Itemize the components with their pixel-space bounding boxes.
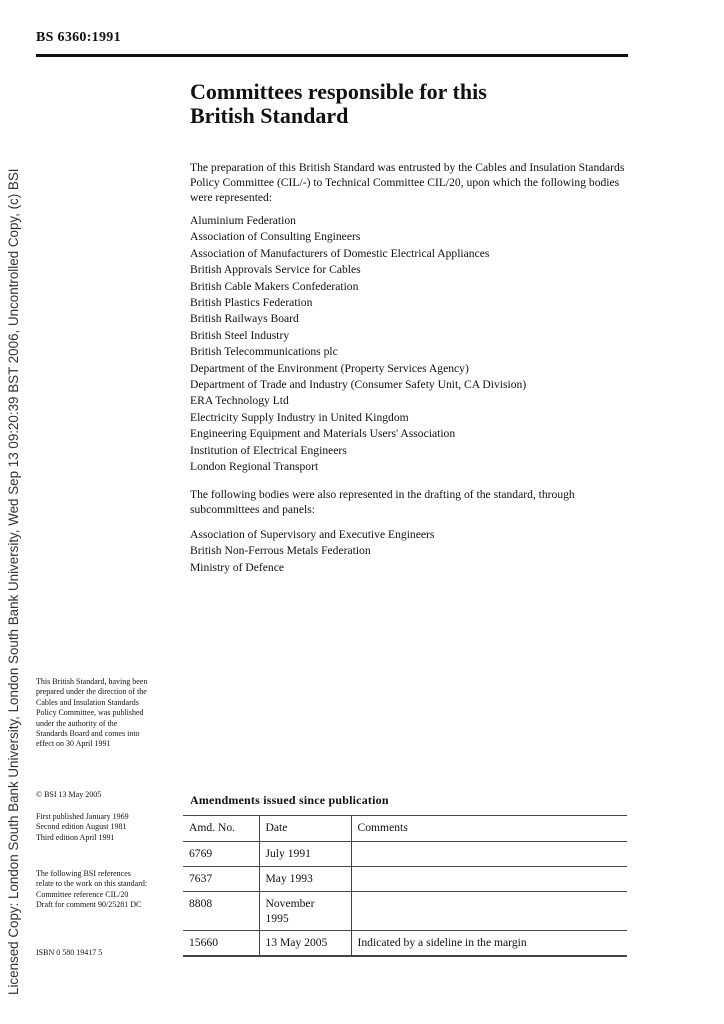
list-item: Association of Manufacturers of Domestic Electrical Appliances	[190, 246, 490, 260]
list-item: British Plastics Federation	[190, 296, 313, 310]
list-item: Ministry of Defence	[190, 560, 285, 574]
history-line: Second edition August 1981	[36, 822, 127, 832]
list-item: London Regional Transport	[190, 460, 319, 474]
header-rule	[36, 54, 628, 57]
amd-comment: Indicated by a sideline in the margin	[351, 931, 627, 957]
drafting-paragraph: The following bodies were also represented in the drafting of the standard, through subcommittees and panels:	[190, 488, 575, 516]
amd-date-line-1: November	[265, 897, 315, 910]
amendments-table	[183, 815, 627, 957]
column-header-date: Date	[259, 816, 351, 842]
amd-number: 8808	[183, 892, 259, 931]
list-item: Engineering Equipment and Materials Users' Association	[190, 427, 456, 441]
amendments-heading: Amendments issued since publication	[190, 793, 389, 807]
title-line-2: British Standard	[190, 103, 349, 129]
list-item: British Steel Industry	[190, 328, 290, 342]
list-item: Institution of Electrical Engineers	[190, 443, 347, 457]
bsi-references	[36, 869, 186, 911]
title-line-1: Committees responsible for this	[190, 79, 487, 104]
edition-history	[36, 812, 186, 843]
list-item: Association of Supervisory and Executive Engineers	[190, 528, 435, 541]
column-header-amd-no: Amd. No.	[183, 816, 259, 842]
drafting-bodies-list	[190, 527, 630, 576]
table-row	[183, 931, 627, 957]
list-item: Department of the Environment (Property Services Agency)	[190, 361, 469, 375]
list-item: British Telecommunications plc	[190, 345, 338, 359]
list-item: ERA Technology Ltd	[190, 394, 289, 408]
page-title	[190, 80, 620, 128]
list-item: British Cable Makers Confederation	[190, 279, 359, 293]
amd-date: 13 May 2005	[259, 931, 351, 957]
list-item: Electricity Supply Industry in United Kingdom	[190, 410, 409, 424]
license-notice: Licensed Copy: London South Bank University, London South Bank University, Wed Sep 13 09:20:39 BST 2006, Uncontrolled Copy, (c) BSI	[6, 168, 21, 995]
isbn: ISBN 0 580 19417 5	[36, 948, 103, 957]
amd-comment	[351, 867, 627, 892]
list-item: British Non-Ferrous Metals Federation	[190, 544, 371, 558]
column-header-comments: Comments	[351, 816, 627, 842]
table-header-row	[183, 816, 627, 842]
copyright-line: © BSI 13 May 2005	[36, 790, 102, 799]
amd-comment	[351, 842, 627, 867]
amd-date: May 1993	[259, 867, 351, 892]
amd-comment	[351, 892, 627, 931]
amd-number: 6769	[183, 842, 259, 867]
references-intro: The following BSI references relate to the work on this standard:	[36, 869, 148, 889]
amd-date	[259, 892, 351, 931]
committee-bodies-list	[190, 213, 630, 476]
history-line: First published January 1969	[36, 812, 129, 821]
list-item: Department of Trade and Industry (Consumer Safety Unit, CA Division)	[190, 378, 527, 392]
history-line: Third edition April 1991	[36, 832, 115, 842]
amd-number: 7637	[183, 867, 259, 892]
table-row	[183, 867, 627, 892]
amd-date: July 1991	[259, 842, 351, 867]
list-item: Aluminium Federation	[190, 214, 296, 227]
amd-date-line-2: 1995	[265, 912, 289, 925]
list-item: British Railways Board	[190, 312, 299, 326]
list-item: Association of Consulting Engineers	[190, 230, 361, 244]
committee-reference: Committee reference CIL/20	[36, 889, 129, 899]
standard-number: BS 6360:1991	[36, 30, 121, 45]
list-item: British Approvals Service for Cables	[190, 263, 361, 277]
draft-reference: Draft for comment 90/25281 DC	[36, 900, 142, 910]
amd-number: 15660	[183, 931, 259, 957]
table-row	[183, 842, 627, 867]
publication-note: This British Standard, having been prepared under the direction of the Cables and Insulation Standards Policy Committee, was published under the authority of the Standards Board and comes into effect on 30 April 1991	[36, 677, 148, 749]
intro-paragraph: The preparation of this British Standard was entrusted by the Cables and Insulation Standards Policy Committee (CIL/-) to Technical Committee CIL/20, upon which the following bodies were represented:	[190, 161, 625, 204]
table-row	[183, 892, 627, 931]
